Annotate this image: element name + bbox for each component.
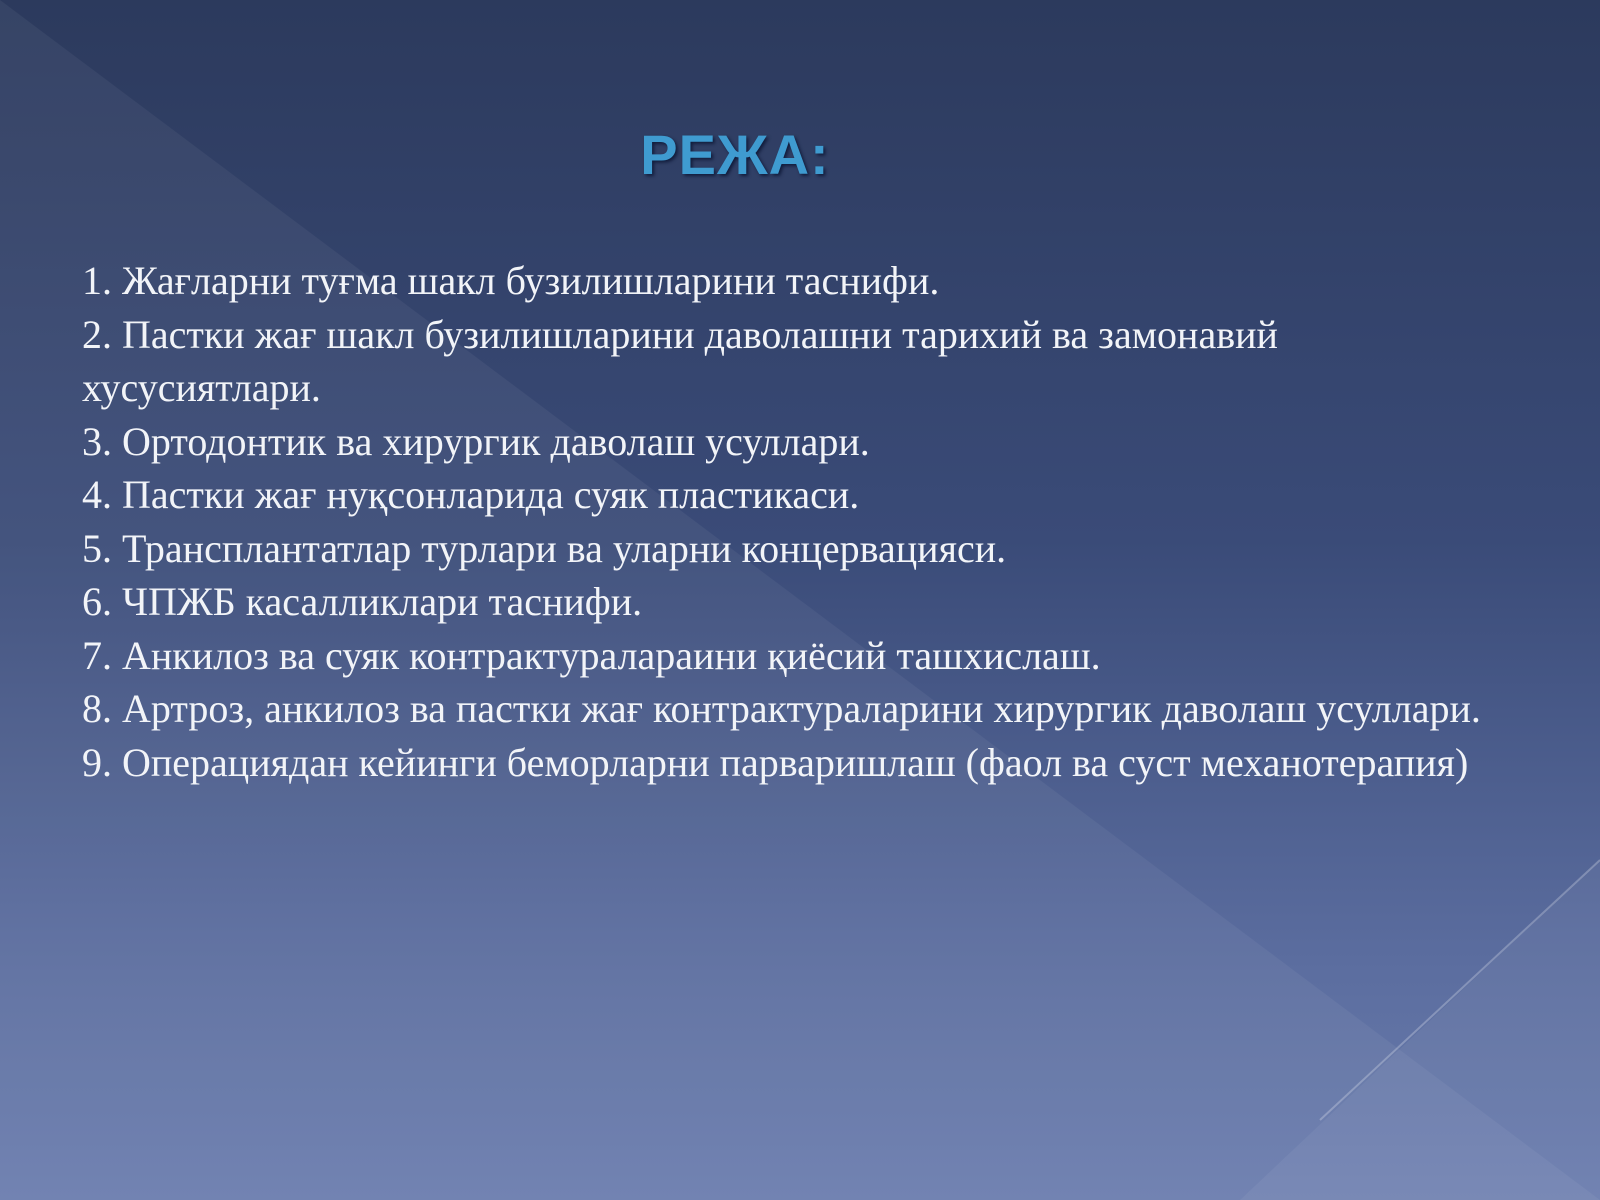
agenda-item-6: 6. ЧПЖБ касалликлари таснифи. [82, 579, 643, 624]
agenda-item-9: 9. Операциядан кейинги беморларни парваришлаш (фаол ва суст механотерапия) [82, 739, 1469, 785]
agenda-item-8: 8. Артроз, анкилоз ва пастки жағ контрактураларини хирургик даволаш усуллари. [82, 686, 1481, 731]
agenda-item-4: 4. Пастки жағ нуқсонларида суяк пластикаси. [82, 472, 860, 517]
agenda-list [82, 254, 1522, 789]
agenda-item-1: 1. Жағларни туғма шакл бузилишларини таснифи. [82, 258, 940, 303]
agenda-item-5: 5. Трансплантатлар турлари ва уларни концервацияси. [82, 525, 1007, 571]
slide-title: РЕЖА: [640, 123, 830, 186]
agenda-item-3: 3. Ортодонтик ва хирургик даволаш усуллари. [82, 418, 870, 464]
agenda-item-7: 7. Анкилоз ва суяк контрактуралараини қиёсий ташхислаш. [82, 632, 1101, 678]
agenda-item-2: 2. Пастки жағ шакл бузилишларини даволашни тарихий ва замонавий хусусиятлари. [82, 311, 1278, 410]
